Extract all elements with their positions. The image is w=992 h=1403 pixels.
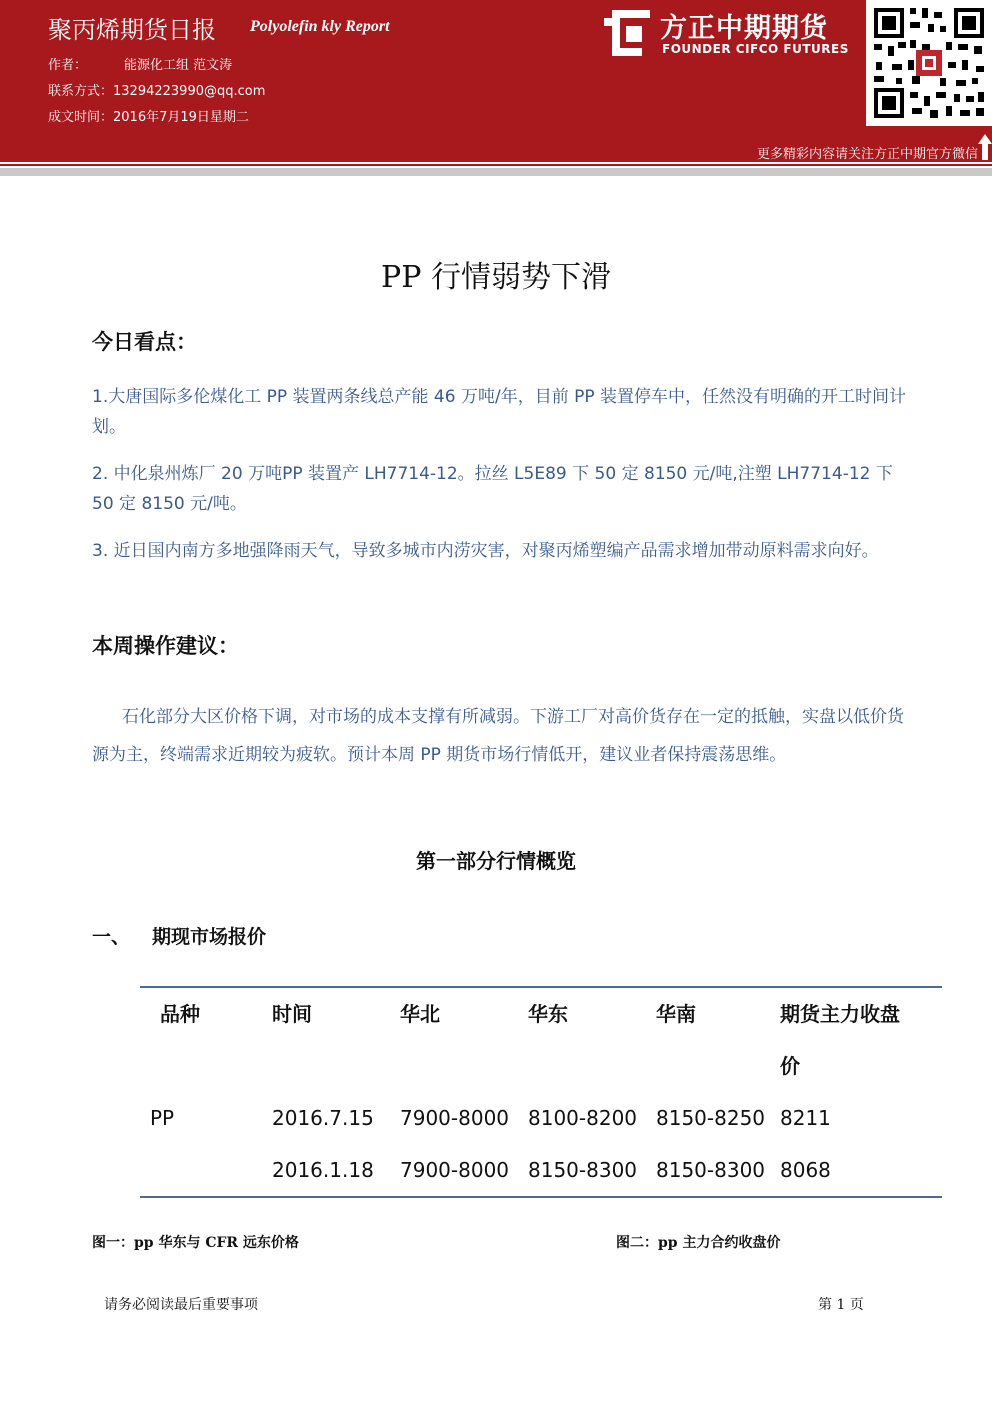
table-header-south: 华南: [656, 1002, 696, 1026]
table-cell: 8068: [780, 1158, 831, 1182]
report-title-cn: 聚丙烯期货日报: [48, 16, 216, 44]
table-header-futures-close-cont: 价: [780, 1054, 800, 1078]
table-cell: 7900-8000: [400, 1158, 510, 1182]
table-header-time: 时间: [272, 1002, 312, 1026]
table-cell: 8150-8250: [656, 1106, 766, 1130]
date-value: 2016年7月19日星期二: [113, 110, 249, 125]
section-one-heading: [92, 922, 266, 949]
table-top-rule: [140, 986, 942, 988]
author-value: 能源化工组 范文涛: [124, 58, 233, 73]
table-cell: PP: [150, 1106, 175, 1130]
arrow-up-icon: [978, 134, 992, 160]
footer-disclaimer: 请务必阅读最后重要事项: [104, 1297, 258, 1313]
date-line: [48, 106, 249, 125]
highlight-item-3: 3. 近日国内南方多地强降雨天气，导致多城市内涝灾害，对聚丙烯塑编产品需求增加带动原料需求向好。: [92, 541, 879, 561]
company-name-cn: 方正中期期货: [660, 13, 828, 44]
figure-1-caption: 图一：pp 华东与 CFR 远东价格: [92, 1235, 299, 1251]
advice-paragraph: 石化部分大区价格下调，对市场的成本支撑有所减弱。下游工厂对高价货存在一定的抵触，实盘以低价货源为主，终端需求近期较为疲软。预计本周 PP 期货市场行情低开，建议业者保持震荡思维。: [92, 707, 904, 765]
header-divider: [0, 164, 992, 166]
header-shadow-bar: [0, 168, 992, 176]
table-header-futures-close: 期货主力收盘: [780, 1002, 900, 1026]
page-number: 第 1 页: [818, 1297, 864, 1313]
wechat-follow-tip: 更多精彩内容请关注方正中期官方微信: [756, 147, 978, 162]
founder-logo-icon: [604, 10, 650, 56]
table-cell: 7900-8000: [400, 1106, 510, 1130]
highlights-heading: 今日看点：: [92, 329, 197, 354]
table-bottom-rule: [140, 1196, 942, 1198]
table-header-north: 华北: [400, 1002, 440, 1026]
highlight-item-2: 2. 中化泉州炼厂 20 万吨PP 装置产 LH7714-12。拉丝 L5E89 下 50 定 8150 元/吨,注塑 LH7714-12 下 50 定 8150 元/吨。: [92, 464, 893, 514]
company-name-en: FOUNDER CIFCO FUTURES: [662, 42, 849, 56]
wechat-qr-code-icon[interactable]: [866, 0, 992, 126]
table-cell: 8100-8200: [528, 1106, 638, 1130]
report-title-en: Polyolefin kly Report: [250, 18, 390, 35]
part-one-title: 第一部分行情概览: [416, 849, 576, 873]
contact-value: 13294223990@qq.com: [113, 84, 266, 99]
contact-line: [48, 80, 265, 99]
advice-heading: 本周操作建议：: [92, 633, 239, 658]
table-cell: 2016.7.15: [272, 1106, 374, 1130]
section-title: 期现市场报价: [152, 926, 267, 948]
section-number: 一、: [92, 926, 131, 948]
figure-2-caption: 图二：pp 主力合约收盘价: [616, 1235, 781, 1251]
contact-label: 联系方式：: [48, 84, 114, 99]
table-header-east: 华东: [528, 1002, 568, 1026]
document-title: PP 行情弱势下滑: [381, 260, 611, 295]
highlight-item-1: 1.大唐国际多伦煤化工 PP 装置两条线总产能 46 万吨/年，目前 PP 装置停车中，任然没有明确的开工时间计划。: [92, 387, 907, 437]
table-cell: 8211: [780, 1106, 831, 1130]
author-line: [48, 54, 232, 73]
table-cell: 8150-8300: [656, 1158, 766, 1182]
table-cell: 2016.1.18: [272, 1158, 374, 1182]
author-label: 作者：: [48, 58, 88, 73]
table-header-variety: 品种: [160, 1002, 200, 1026]
date-label: 成文时间：: [48, 110, 114, 125]
table-cell: 8150-8300: [528, 1158, 638, 1182]
